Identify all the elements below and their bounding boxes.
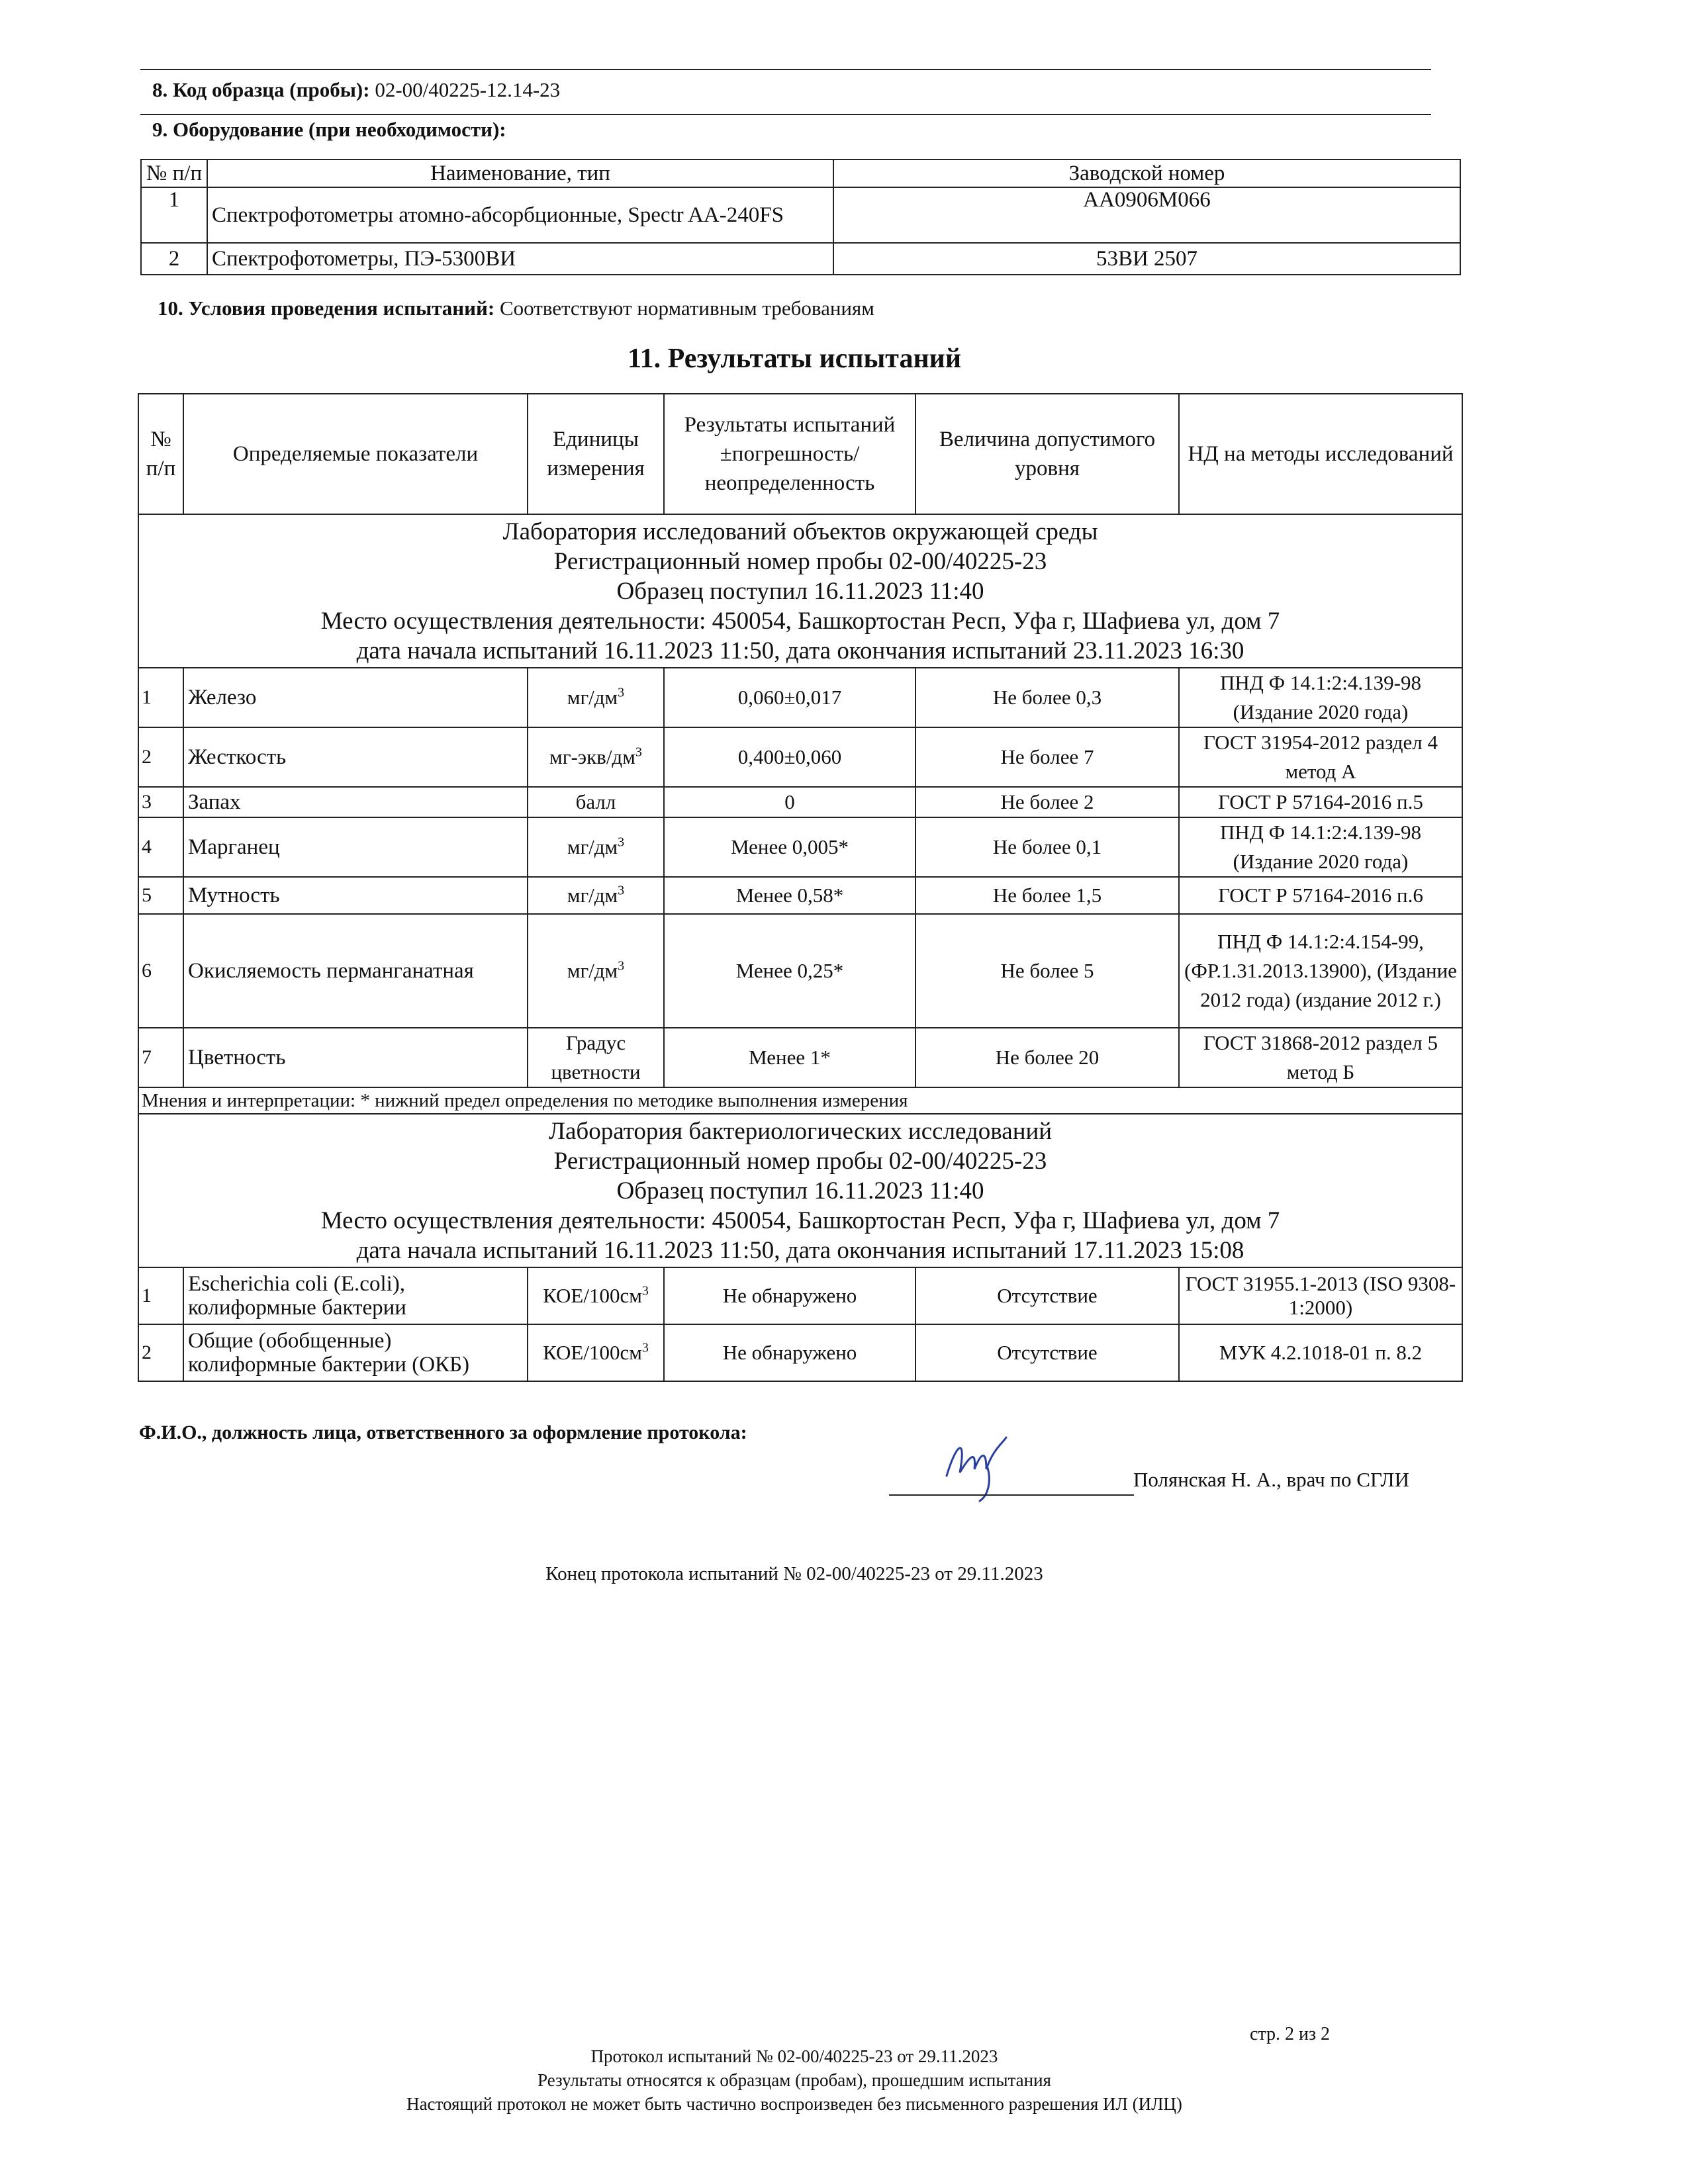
table-row: 4 Марганец $мг/дм^3$ Менее 0,005* Не более 0,1 ПНД Ф 14.1:2:4.139-98 (Издание 2020 года) xyxy=(138,817,1462,877)
lab-block-info: Лаборатория бактериологических исследований Регистрационный номер пробы 02-00/40225-23 Образец поступил 16.11.2023 11:40 Место осуществления деятельности: 450054, Башкортостан Респ, Уфа г, Шафиева ул, дом 7 дата начала испытаний 16.11.2023 11:50, дата окончания испытаний 17.11.2023 15:08 xyxy=(138,1114,1462,1267)
table-row: 2 Жесткость $мг-экв/дм^3$ 0,400±0,060 Не более 7 ГОСТ 31954-2012 раздел 4 метод А xyxy=(138,727,1462,787)
equipment-name: Спектрофотометры, ПЭ-5300ВИ xyxy=(207,243,833,275)
results-header-num: № п/п xyxy=(138,394,183,514)
table-row: 7 Цветность Градус цветности Менее 1* Не более 20 ГОСТ 31868-2012 раздел 5 метод Б xyxy=(138,1028,1462,1087)
equipment-num: 2 xyxy=(141,243,207,275)
equipment-header-serial: Заводской номер xyxy=(833,159,1460,187)
lab-block-header xyxy=(138,1114,1462,1267)
equipment-serial: AA0906M066 xyxy=(833,187,1460,243)
results-header-result: Результаты испытаний ±погрешность/ неопределенность xyxy=(664,394,915,514)
responsible-name: Полянская Н. А., врач по СГЛИ xyxy=(1133,1468,1409,1491)
sample-code-label: 8. Код образца (пробы): xyxy=(152,78,370,101)
equipment-header-row xyxy=(141,159,1460,187)
top-rule xyxy=(140,69,1431,70)
lab-block-info: Лаборатория исследований объектов окружающей среды Регистрационный номер пробы 02-00/40225-23 Образец поступил 16.11.2023 11:40 Место осуществления деятельности: 450054, Башкортостан Респ, Уфа г, Шафиева ул, дом 7 дата начала испытаний 16.11.2023 11:50, дата окончания испытаний 23.11.2023 16:30 xyxy=(138,514,1462,668)
footer-line-3: Настоящий протокол не может быть частично воспроизведен без письменного разрешения ИЛ (ИЛЦ) xyxy=(406,2094,1182,2114)
signature-line xyxy=(889,1494,1134,1496)
results-header-indicator: Определяемые показатели xyxy=(183,394,528,514)
sample-code-line xyxy=(152,78,560,102)
footer-line-2: Результаты относятся к образцам (пробам), прошедшим испытания xyxy=(538,2070,1051,2090)
lab-block-header xyxy=(138,514,1462,668)
results-header-units: Единицы измерения xyxy=(528,394,664,514)
equipment-table xyxy=(140,159,1461,275)
sample-code-value: 02-00/40225-12.14-23 xyxy=(369,78,561,101)
results-title: 11. Результаты испытаний xyxy=(627,343,962,374)
conditions-label: 10. Условия проведения испытаний: xyxy=(158,296,495,320)
signature xyxy=(940,1430,1072,1502)
results-header-row xyxy=(138,394,1462,514)
table-row xyxy=(141,243,1460,275)
table-row: 1 Escherichia coli (E.coli), колиформные бактерии КОЕ/$100см^3$ Не обнаружено Отсутствие ГОСТ 31955.1-2013 (ISO 9308-1:2000) xyxy=(138,1267,1462,1324)
equipment-title: 9. Оборудование (при необходимости): xyxy=(152,118,506,141)
results-table xyxy=(138,393,1463,1382)
responsible-label: Ф.И.О., должность лица, ответственного за оформление протокола: xyxy=(139,1422,747,1443)
end-note: Конец протокола испытаний № 02-00/40225-23 от 29.11.2023 xyxy=(545,1563,1043,1584)
interpretation-note-row xyxy=(138,1087,1462,1114)
table-row: 2 Общие (обобщенные) колиформные бактерии (ОКБ) КОЕ/$100см^3$ Не обнаружено Отсутствие МУК 4.2.1018-01 п. 8.2 xyxy=(138,1324,1462,1381)
equipment-name: Спектрофотометры атомно-абсорбционные, Spectr AA-240FS xyxy=(207,187,833,243)
footer-line-1: Протокол испытаний № 02-00/40225-23 от 29.11.2023 xyxy=(590,2046,998,2066)
conditions-value: Соответствуют нормативным требованиям xyxy=(494,296,874,320)
conditions-line xyxy=(158,296,874,320)
equipment-header-name: Наименование, тип xyxy=(207,159,833,187)
table-row: 1 Железо $мг/дм^3$ 0,060±0,017 Не более 0,3 ПНД Ф 14.1:2:4.139-98 (Издание 2020 года) xyxy=(138,668,1462,727)
table-row xyxy=(141,187,1460,243)
table-row: 3 Запах балл 0 Не более 2 ГОСТ Р 57164-2016 п.5 xyxy=(138,787,1462,817)
results-header-limit: Величина допустимого уровня xyxy=(915,394,1179,514)
table-row: 5 Мутность $мг/дм^3$ Менее 0,58* Не более 1,5 ГОСТ Р 57164-2016 п.6 xyxy=(138,877,1462,914)
equipment-serial: 53ВИ 2507 xyxy=(833,243,1460,275)
results-header-method: НД на методы исследований xyxy=(1179,394,1462,514)
table-row: 6 Окисляемость перманганатная $мг/дм^3$ Менее 0,25* Не более 5 ПНД Ф 14.1:2:4.154-99, (ФР.1.31.2013.13900), (Издание 2012 года) (издание 2012 г.) xyxy=(138,914,1462,1028)
interpretation-note: Мнения и интерпретации: * нижний предел определения по методике выполнения измерения xyxy=(138,1087,1462,1114)
sample-code-rule xyxy=(140,114,1431,115)
equipment-header-num: № п/п xyxy=(141,159,207,187)
equipment-num: 1 xyxy=(141,187,207,243)
page-number: стр. 2 из 2 xyxy=(1250,2024,1331,2044)
